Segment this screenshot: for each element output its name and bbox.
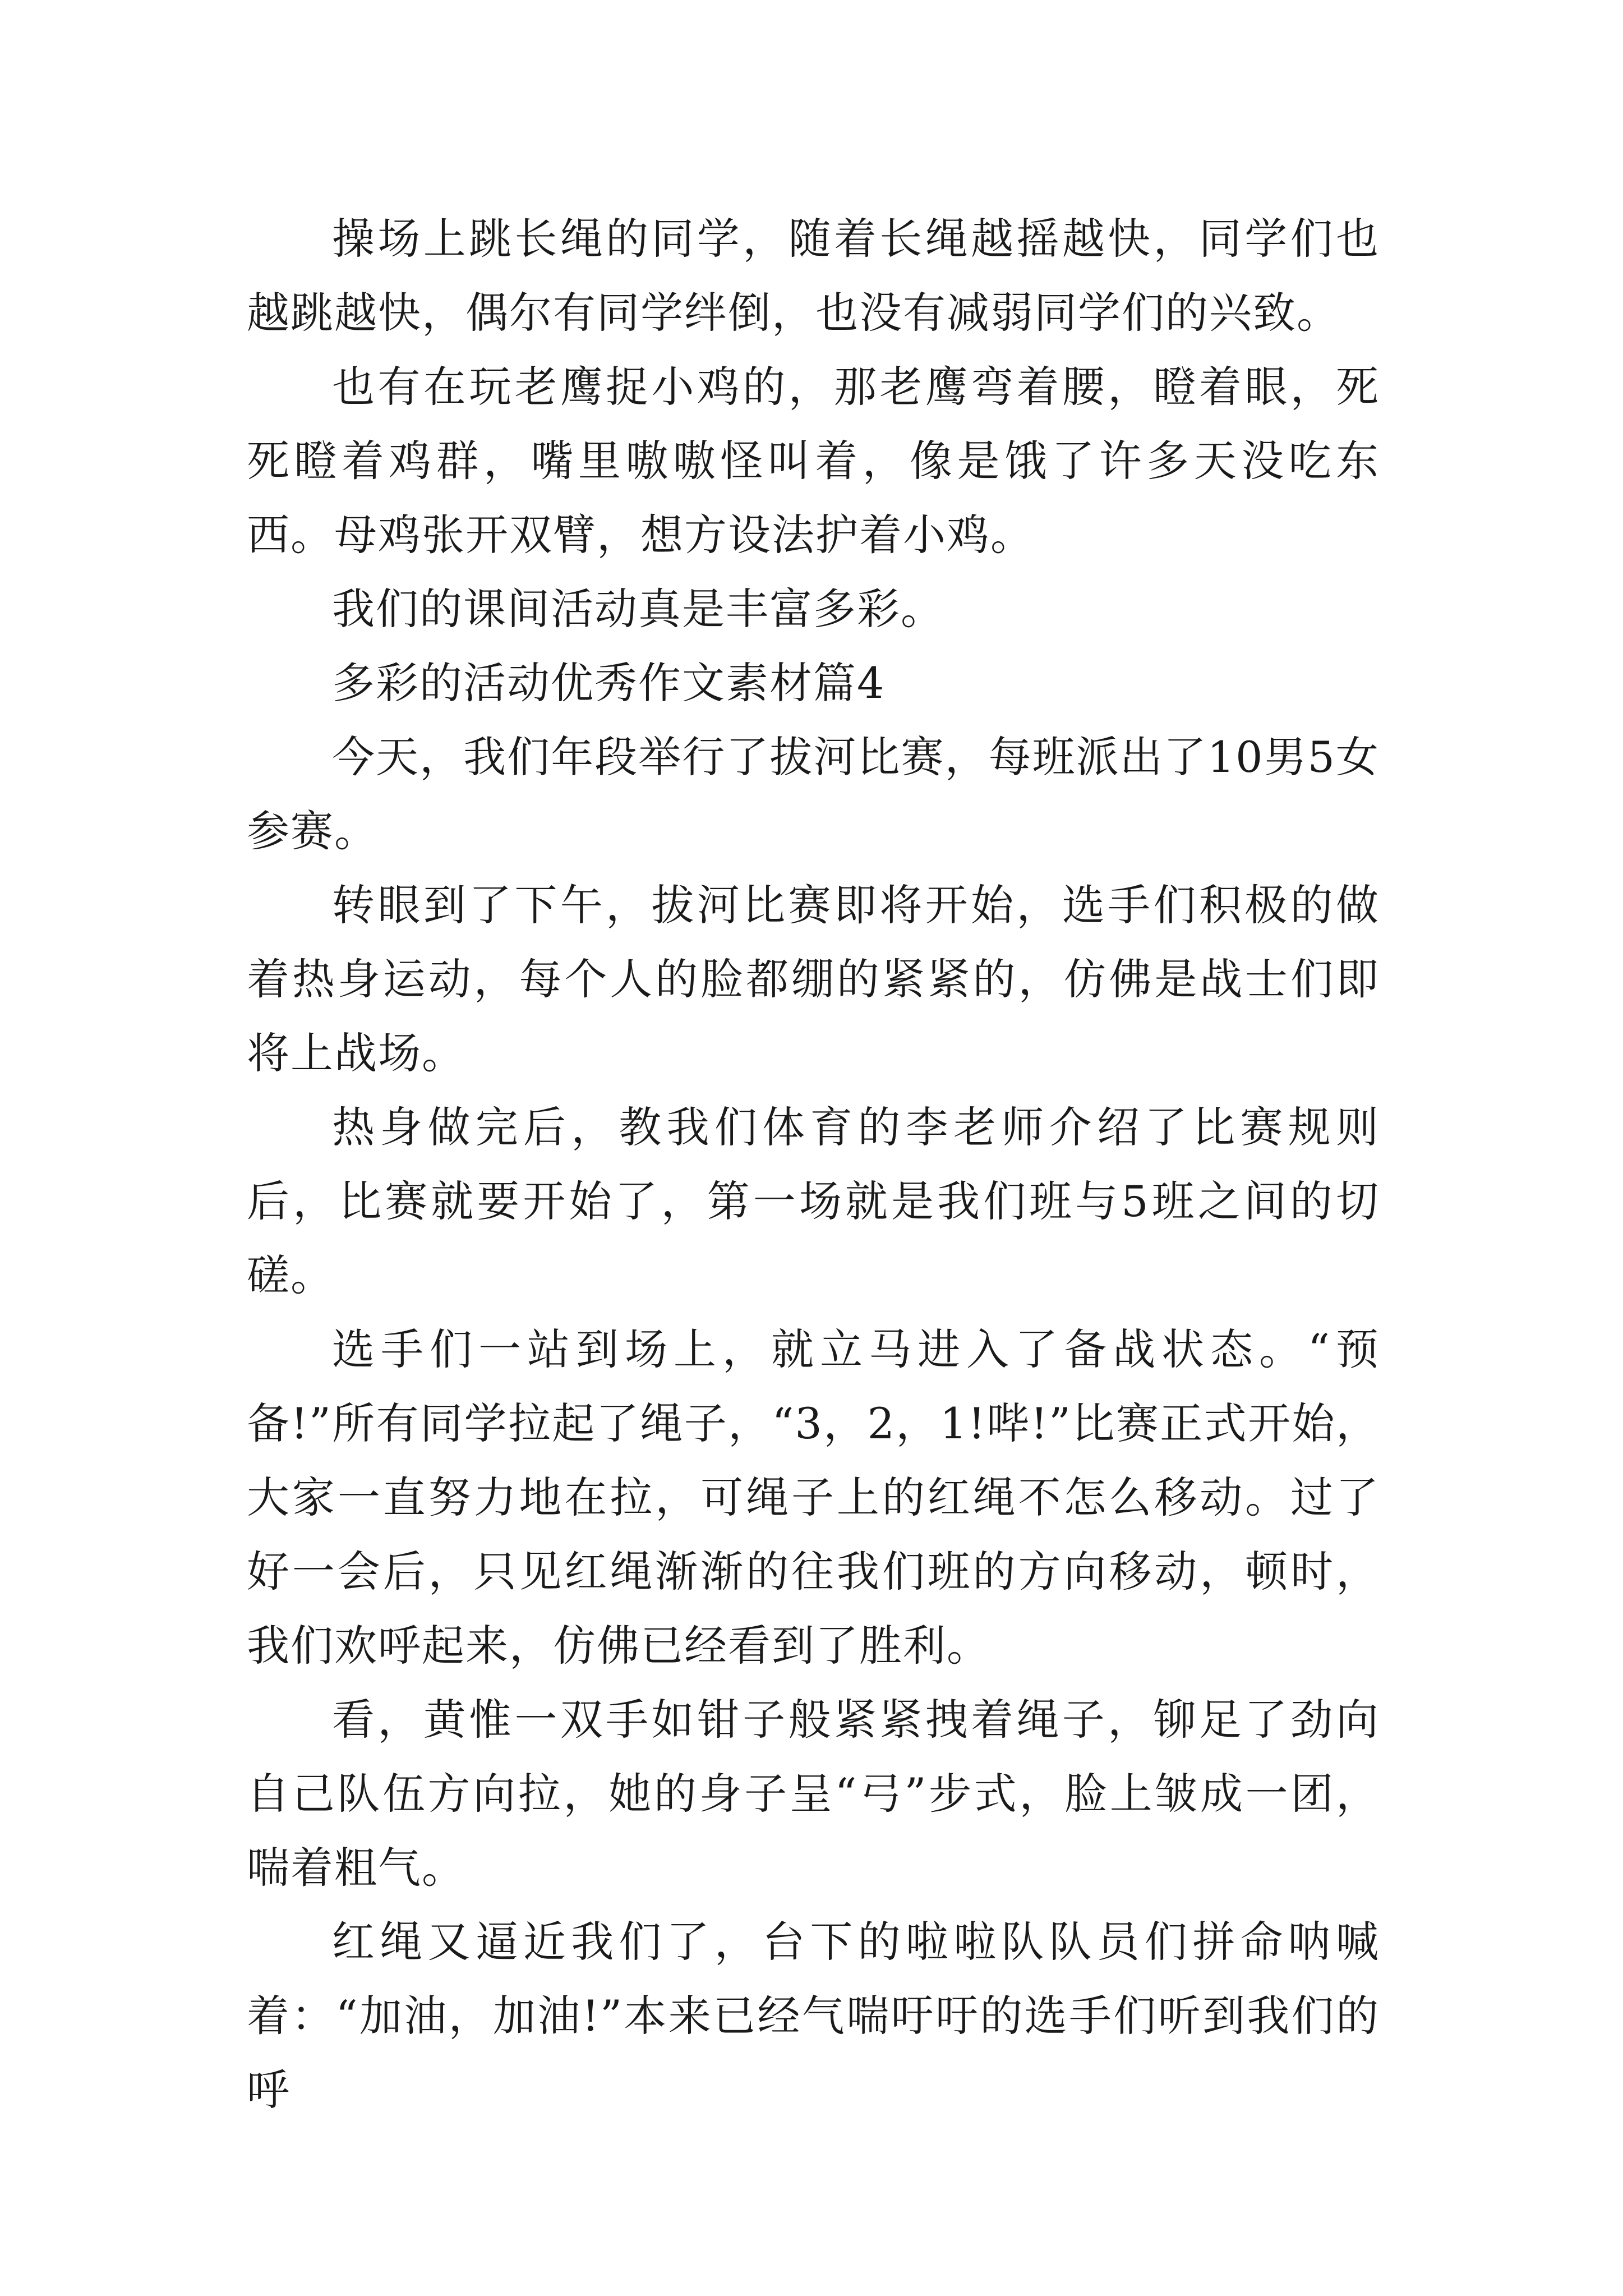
document-body — [247, 202, 1380, 2127]
paragraph-10: 红绳又逼近我们了，台下的啦啦队队员们拼命呐喊着：“加油，加油!”本来已经气喘吁吁的选手们听到我们的呼 — [247, 1917, 1380, 2115]
paragraph-2: 也有在玩老鹰捉小鸡的，那老鹰弯着腰，瞪着眼，死死瞪着鸡群，嘴里嗷嗷怪叫着，像是饿了许多天没吃东西。母鸡张开双臂，想方设法护着小鸡。 — [247, 362, 1380, 560]
paragraph-8: 选手们一站到场上，就立马进入了备战状态。“预备!”所有同学拉起了绳子，“3，2，1!哔!”比赛正式开始，大家一直努力地在拉，可绳子上的红绳不怎么移动。过了好一会后，只见红绳渐渐的往我们班的方向移动，顿时，我们欢呼起来，仿佛已经看到了胜利。 — [247, 1324, 1380, 1671]
paragraph-9: 看，黄惟一双手如钳子般紧紧拽着绳子，铆足了劲向自己队伍方向拉，她的身子呈“弓”步式，脸上皱成一团，喘着粗气。 — [247, 1695, 1380, 1893]
section-heading: 多彩的活动优秀作文素材篇4 — [332, 658, 886, 708]
paragraph-3: 我们的课间活动真是丰富多彩。 — [332, 584, 944, 634]
paragraph-5: 今天，我们年段举行了拔河比赛，每班派出了10男5女参赛。 — [247, 732, 1380, 856]
paragraph-6: 转眼到了下午，拔河比赛即将开始，选手们积极的做着热身运动，每个人的脸都绷的紧紧的，仿佛是战士们即将上战场。 — [247, 880, 1380, 1078]
paragraph-7: 热身做完后，教我们体育的李老师介绍了比赛规则后，比赛就要开始了，第一场就是我们班与5班之间的切磋。 — [247, 1102, 1380, 1300]
paragraph-1: 操场上跳长绳的同学，随着长绳越摇越快，同学们也越跳越快，偶尔有同学绊倒，也没有减弱同学们的兴致。 — [247, 214, 1380, 338]
